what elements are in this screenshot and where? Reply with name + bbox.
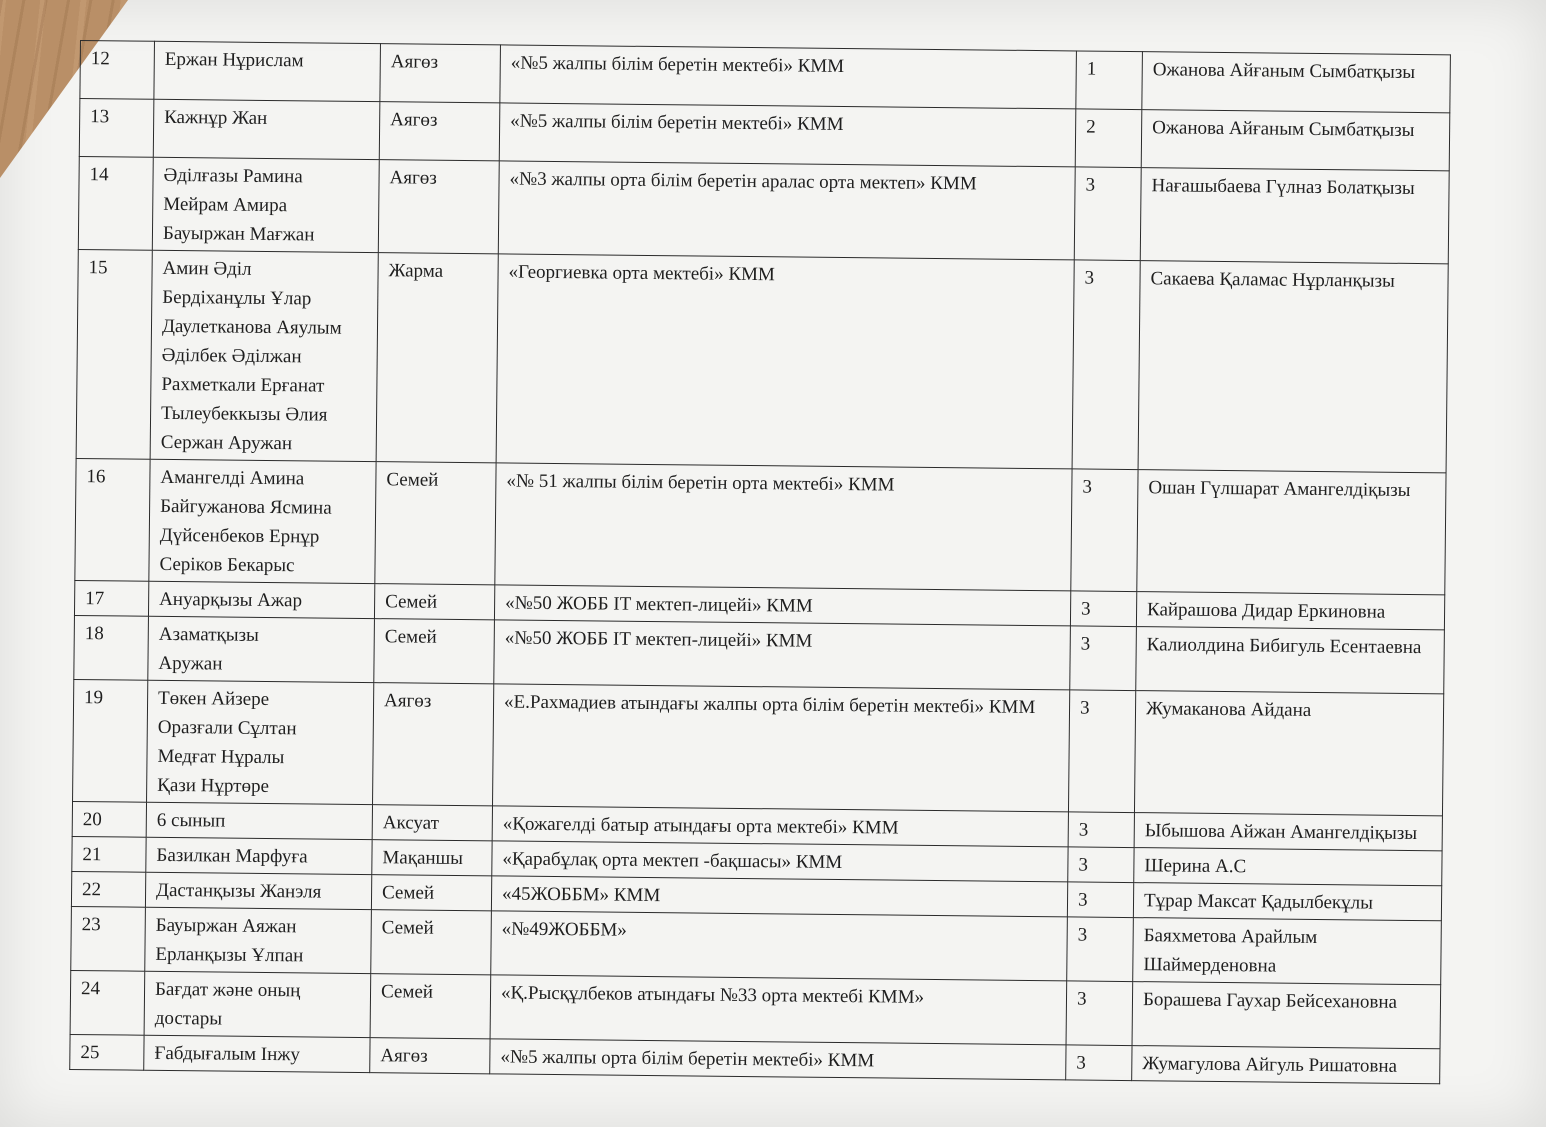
row-number: 15 xyxy=(76,249,152,459)
district: Аягөз xyxy=(373,683,494,806)
table-row xyxy=(73,679,1444,815)
district: Семей xyxy=(375,462,496,585)
grade: 3 xyxy=(1068,847,1134,883)
school-name: «№ 51 жалпы білім беретін орта мектебі» КММ xyxy=(495,463,1072,591)
participant-name: Амин Әділ xyxy=(162,257,252,280)
grade: 3 xyxy=(1066,1045,1132,1081)
school-name: «Е.Рахмадиев атындағы жалпы орта білім беретін мектебі» КММ xyxy=(493,684,1070,812)
teacher-name: Жумаканова Айдана xyxy=(1134,691,1443,816)
participant-name: Кажнұр Жан xyxy=(164,106,268,129)
school-name: «№5 жалпы білім беретін мектебі» КММ xyxy=(499,103,1076,167)
participant-names xyxy=(149,459,376,583)
participant-names xyxy=(146,837,372,874)
participant-name: Сержан Аружан xyxy=(160,431,293,455)
table-row xyxy=(78,156,1449,263)
table-row xyxy=(75,458,1446,594)
school-name: «45ЖОББМ» КММ xyxy=(491,876,1067,917)
table-row xyxy=(76,249,1448,472)
participant-name: Аружан xyxy=(158,652,223,675)
teacher-name: Тұрар Максат Қадылбекұлы xyxy=(1133,883,1441,921)
grade: 3 xyxy=(1067,917,1134,982)
teacher-name: Сакаева Қаламас Нұрланқызы xyxy=(1138,261,1448,473)
participant-name: Бауыржан Аяжан xyxy=(155,914,297,938)
school-name: «№49ЖОББМ» xyxy=(491,911,1068,981)
participant-names xyxy=(154,41,381,101)
grade: 3 xyxy=(1070,626,1137,691)
participant-names xyxy=(148,616,375,682)
participant-name: Медғат Нұралы xyxy=(157,745,285,769)
participant-names xyxy=(153,99,380,159)
district: Аягөз xyxy=(380,44,501,103)
participant-name: Дүйсенбеков Ернұр xyxy=(159,524,320,548)
district: Аягөз xyxy=(378,160,499,254)
participant-name: Тылеубеккызы Әлия xyxy=(160,402,328,426)
district: Семей xyxy=(370,974,491,1039)
school-name: «№3 жалпы орта білім беретін аралас орта мектеп» КММ xyxy=(498,161,1075,260)
participant-name: Азаматқызы xyxy=(158,623,259,646)
row-number: 13 xyxy=(79,99,154,158)
teacher-name: Жумагулова Айгуль Ришатовна xyxy=(1132,1046,1440,1084)
row-number: 18 xyxy=(74,615,149,680)
participant-name: Рахметкали Ерғанат xyxy=(161,373,325,397)
participant-name: Базилкан Марфуға xyxy=(156,844,308,868)
row-number: 23 xyxy=(71,906,146,971)
participant-name: Мейрам Амира xyxy=(163,193,288,217)
participant-name: Ғабдығалым Інжу xyxy=(154,1042,301,1066)
participant-names xyxy=(145,872,371,909)
participant-name: Оразғали Сұлтан xyxy=(157,716,297,740)
row-number: 17 xyxy=(74,580,148,616)
participant-name: Ерланқызы Ұлпан xyxy=(155,943,304,967)
grade: 3 xyxy=(1070,591,1136,627)
participant-names xyxy=(150,250,378,461)
participant-name: Ержан Нұрислам xyxy=(164,48,304,72)
participant-names xyxy=(144,1035,370,1072)
grade: 3 xyxy=(1072,260,1140,470)
participant-name: Амангелді Амина xyxy=(160,466,305,490)
school-name: «Қ.Рысқұлбеков атындағы №33 орта мектебі КММ» xyxy=(490,975,1067,1045)
district: Мақаншы xyxy=(372,840,492,876)
grade: 3 xyxy=(1066,981,1133,1046)
grade: 3 xyxy=(1068,690,1135,813)
district: Семей xyxy=(374,619,495,684)
grade: 1 xyxy=(1076,51,1143,110)
participant-names xyxy=(147,680,374,804)
participant-names xyxy=(145,907,372,973)
school-name: «№50 ЖОББ IT мектеп-лицейі» КММ xyxy=(494,620,1071,690)
row-number: 14 xyxy=(78,156,153,250)
row-number: 21 xyxy=(72,836,146,872)
teacher-name: Ожанова Айғаным Сымбатқызы xyxy=(1141,110,1450,171)
participant-name: Ануарқызы Ажар xyxy=(159,588,303,612)
teacher-name: Ожанова Айғаным Сымбатқызы xyxy=(1142,52,1451,113)
teacher-name: Ошан Гүлшарат Амангелдіқызы xyxy=(1137,470,1446,595)
district: Семей xyxy=(374,584,494,620)
participant-name: Даулетканова Аяулым xyxy=(161,315,342,339)
participant-name: Қази Нұртөре xyxy=(157,774,270,798)
district: Семей xyxy=(371,910,492,975)
participant-name: Байгужанова Ясмина xyxy=(160,495,332,519)
school-name: «№50 ЖОББ IT мектеп-лицейі» КММ xyxy=(494,585,1070,626)
grade: 3 xyxy=(1071,469,1138,592)
participant-name: Әділбек Әділжан xyxy=(161,344,302,368)
school-name: «№5 жалпы білім беретін мектебі» КММ xyxy=(500,45,1077,109)
teacher-name: Ыбышова Айжан Амангелдіқызы xyxy=(1134,813,1442,851)
participant-names xyxy=(148,581,374,618)
teacher-name: Шерина А.С xyxy=(1134,848,1442,886)
teacher-name: Баяхметова Арайлым Шаймерденовна xyxy=(1133,918,1442,985)
participant-name: Серіков Бекарыс xyxy=(159,553,295,577)
school-name: «Георгиевка орта мектебі» КММ xyxy=(496,254,1074,469)
row-number: 12 xyxy=(80,41,155,100)
grade: 2 xyxy=(1075,109,1142,168)
document-page xyxy=(69,40,1450,1084)
participant-name: Дастанқызы Жанэля xyxy=(155,879,322,903)
row-number: 20 xyxy=(72,801,146,837)
participant-name: Бағдат және оның xyxy=(154,978,301,1002)
row-number: 19 xyxy=(73,679,148,802)
teacher-name: Нағашыбаева Гүлназ Болатқызы xyxy=(1140,168,1449,264)
teacher-name: Кайрашова Дидар Еркиновна xyxy=(1136,592,1444,630)
participant-names xyxy=(144,971,371,1037)
participants-table xyxy=(69,40,1451,1084)
participant-name: Бердіханұлы Ұлар xyxy=(162,286,312,310)
participant-names xyxy=(152,157,379,252)
participant-name: 6 сынып xyxy=(156,809,226,832)
teacher-name: Борашева Гаухар Бейсехановна xyxy=(1132,982,1441,1049)
participant-name: достары xyxy=(154,1007,223,1030)
district: Семей xyxy=(371,875,491,911)
participant-name: Төкен Айзере xyxy=(158,687,270,711)
district: Жарма xyxy=(376,253,498,463)
grade: 3 xyxy=(1067,882,1133,918)
grade: 3 xyxy=(1074,167,1141,261)
row-number: 25 xyxy=(70,1034,144,1070)
participant-names xyxy=(146,802,372,839)
row-number: 22 xyxy=(71,871,145,907)
participant-name: Бауыржан Мағжан xyxy=(162,222,315,246)
row-number: 24 xyxy=(70,970,145,1035)
teacher-name: Калиолдина Бибигуль Есентаевна xyxy=(1136,627,1445,694)
school-name: «Қарабұлақ орта мектеп -бақшасы» КММ xyxy=(492,841,1068,882)
row-number: 16 xyxy=(75,458,150,581)
table-body xyxy=(70,41,1451,1084)
grade: 3 xyxy=(1068,812,1134,848)
participant-name: Әділғазы Рамина xyxy=(163,164,303,188)
district: Аксуат xyxy=(372,805,492,841)
district: Аягөз xyxy=(370,1038,490,1074)
school-name: «№5 жалпы орта білім беретін мектебі» КММ xyxy=(490,1039,1066,1080)
school-name: «Қожагелді батыр атындағы орта мектебі» КММ xyxy=(492,806,1068,847)
district: Аягөз xyxy=(379,102,500,161)
